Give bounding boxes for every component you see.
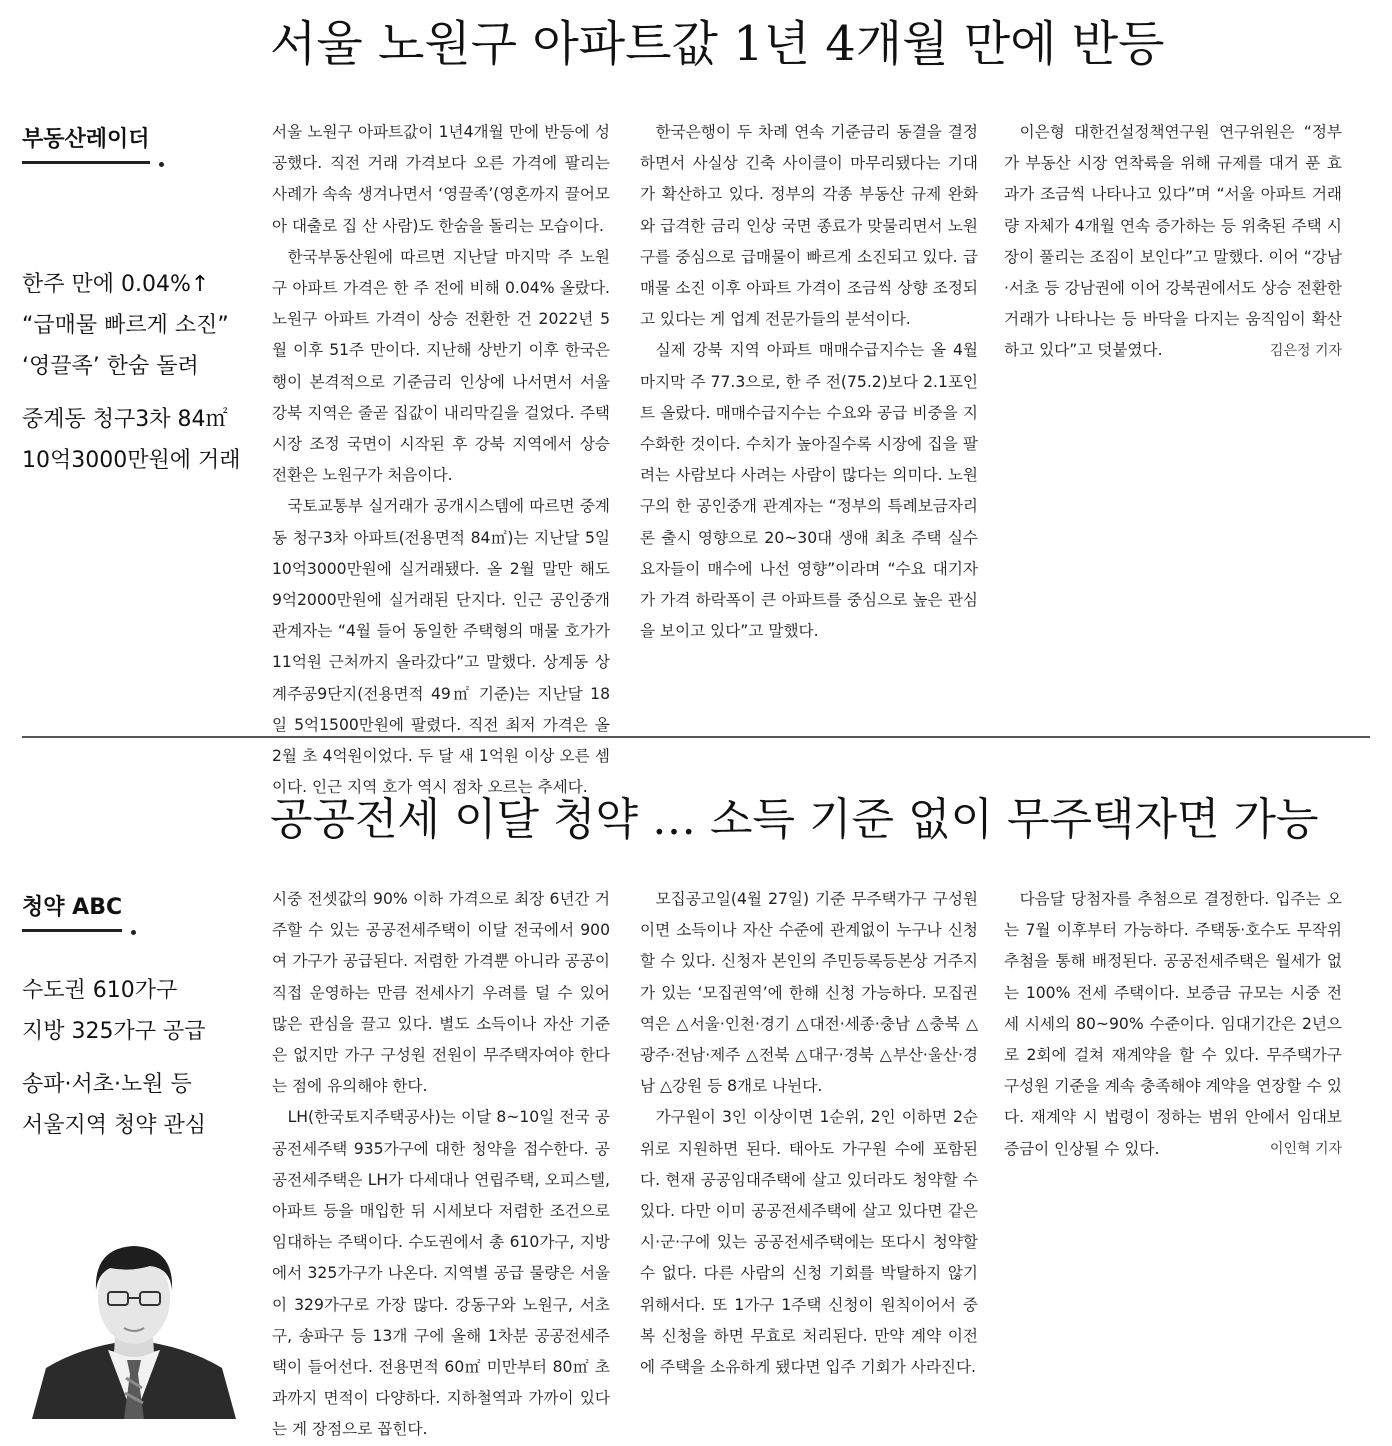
article1-column-1 xyxy=(272,117,610,797)
reporter-photo xyxy=(22,1228,246,1419)
article1-byline: 김은정 기자 xyxy=(1269,342,1342,359)
article1-column-2 xyxy=(640,117,978,707)
summary-line: 10억3000만원에 거래 xyxy=(22,448,241,473)
article2-byline: 이인혁 기자 xyxy=(1269,1140,1342,1157)
article1-paragraph: 한국은행이 두 차례 연속 기준금리 동결을 결정하면서 사실상 긴축 사이클이 마무리됐다는 기대가 확산하고 있다. 정부의 각종 부동산 규제 완화와 급격한 금리 인상 국면 종료가 맞물리면서 노원구를 중심으로 급매물이 빠르게 소진되고 있다. 급매물 소진 이후 아파트 가격이 조금씩 상향 조정되고 있다는 게 업계 전문가들의 분석이다. xyxy=(640,123,978,329)
summary-line: ‘영끌족’ 한숨 돌려 xyxy=(22,354,199,379)
article1-headline: 서울 노원구 아파트값 1년 4개월 만에 반등 xyxy=(270,16,1165,72)
summary-line: 중계동 청구3차 84㎡ xyxy=(22,407,228,432)
article1-section-label xyxy=(22,122,150,164)
article1-paragraph: 실제 강북 지역 아파트 매매수급지수는 올 4월 마지막 주 77.3으로, 한 주 전(75.2)보다 2.1포인트 올랐다. 매매수급지수는 수요와 공급 비중을 지수화한 것이다. 수치가 높아질수록 시장에 집을 팔려는 사람보다 사려는 사람이 많다는 의미다. 노원구의 한 공인중개 관계자는 “정부의 특례보금자리론 출시 영향으로 20~30대 생애 최초 주택 실수요자들이 매수에 나선 영향”이라며 “수요 대기자가 가격 하락폭이 큰 아파트를 중심으로 높은 관심을 보이고 있다”고 말했다. xyxy=(640,341,978,641)
summary-line: 송파·서초·노원 등 xyxy=(22,1072,192,1097)
article1-section-text: 부동산레이더 xyxy=(22,127,150,152)
summary-line: 서울지역 청약 관심 xyxy=(22,1113,207,1138)
summary-line: “급매물 빠르게 소진” xyxy=(22,313,229,338)
article2-paragraph: LH(한국토지주택공사)는 이달 8~10일 전국 공공전세주택 935가구에 대한 청약을 접수한다. 공공전세주택은 LH가 다세대나 연립주택, 오피스텔, 아파트 등을 매입한 뒤 시세보다 저렴한 조건으로 임대하는 주택이다. 수도권에서 총 610가구, 지방에서 325가구가 나온다. 지역별 공급 물량은 서울이 329가구로 가장 많다. 강동구와 노원구, 서초구, 송파구 등 13개 구에 올해 1차분 공공전세주택이 들어선다. 전용면적 60㎡ 미만부터 80㎡ 초과까지 면적이 다양하다. 지하철역과 가까이 있다는 게 장점으로 꼽힌다. xyxy=(272,1108,610,1439)
article1-column-3 xyxy=(1004,117,1342,707)
summary-line: 지방 325가구 공급 xyxy=(22,1019,206,1044)
article1-summary xyxy=(22,264,262,481)
article2-paragraph: 다음달 당첨자를 추첨으로 결정한다. 입주는 오는 7월 이후부터 가능하다. 주택동·호수도 무작위 추첨을 통해 배정된다. 공공전세주택은 월세가 없는 100% 전세 주택이다. 보증금 규모는 시중 전세 시세의 80~90% 수준이다. 임대기간은 2년으로 2회에 걸쳐 재계약을 할 수 있다. 무주택가구 구성원 기준을 계속 충족해야 계약을 연장할 수 있다. 재계약 시 법령이 정하는 범위 안에서 임대보증금이 인상될 수 있다. xyxy=(1004,890,1342,1158)
article2-paragraph: 가구원이 3인 이상이면 1순위, 2인 이하면 2순위로 지원하면 된다. 태아도 가구원 수에 포함된다. 현재 공공임대주택에 살고 있더라도 청약할 수 있다. 다만 이미 공공전세주택에 살고 있다면 같은 시·군·구에 있는 공공전세주택에는 또다시 청약할 수 없다. 다른 사람의 신청 기회를 박탈하지 않기 위해서다. 또 1가구 1주택 신청이 원칙이어서 중복 신청을 하면 무효로 처리된다. 만약 계약 이전에 주택을 소유하게 됐다면 입주 기회가 사라진다. xyxy=(640,1108,978,1377)
article2-headline: 공공전세 이달 청약 … 소득 기준 없이 무주택자면 가능 xyxy=(270,794,1319,845)
article1-paragraph: 한국부동산원에 따르면 지난달 마지막 주 노원구 아파트 가격은 한 주 전에 비해 0.04% 올랐다. 노원구 아파트 가격이 상승 전환한 건 2022년 5월 이후 51주 만이다. 지난해 상반기 이후 한국은행이 본격적으로 기준금리 인상에 나서면서 서울 강북 지역은 줄곧 집값이 내리막길을 걸었다. 주택 시장 조정 국면이 시작된 후 강북 지역에서 상승 전환은 노원구가 처음이다. xyxy=(272,247,610,485)
article2-column-1 xyxy=(272,884,610,1439)
article2-section-label xyxy=(22,890,122,932)
article2-paragraph: 시중 전셋값의 90% 이하 가격으로 최장 6년간 거주할 수 있는 공공전세주택이 이달 전국에서 900여 가구가 공급된다. 저렴한 가격뿐 아니라 공공이 직접 운영하는 만큼 전세사기 우려를 덜 수 있어 많은 관심을 끌고 있다. 별도 소득이나 자산 기준은 없지만 가구 구성원 전원이 무주택자여야 한다는 점에 유의해야 한다. xyxy=(272,890,610,1096)
article1-paragraph: 이은형 대한건설정책연구원 연구위원은 “정부가 부동산 시장 연착륙을 위해 규제를 대거 푼 효과가 조금씩 나타나고 있다”며 “서울 아파트 거래량 자체가 4개월 연속 증가하는 등 위축된 주택 시장이 풀리는 조짐이 보인다”고 말했다. 이어 “강남·서초 등 강남권에 이어 강북권에서도 상승 전환한 거래가 나타나는 등 바닥을 다지는 움직임이 확산하고 있다”고 덧붙였다. xyxy=(1004,123,1342,360)
article2-paragraph: 모집공고일(4월 27일) 기준 무주택가구 구성원이면 소득이나 자산 수준에 관계없이 누구나 신청할 수 있다. 신청자 본인의 주민등록등본상 거주지가 있는 ‘모집권역’에 한해 신청 가능하다. 모집권역은 △서울·인천·경기 △대전·세종·충남 △충북 △광주·전남·제주 △전북 △대구·경북 △부산·울산·경남 △강원 등 8개로 나뉜다. xyxy=(640,890,978,1096)
article2-summary xyxy=(22,970,262,1146)
article-divider xyxy=(22,736,1370,738)
article1-paragraph: 서울 노원구 아파트값이 1년4개월 만에 반등에 성공했다. 직전 거래 가격보다 오른 가격에 팔리는 사례가 속속 생겨나면서 ‘영끌족’(영혼까지 끌어모아 대출로 집 산 사람)도 한숨을 돌리는 모습이다. xyxy=(272,123,610,235)
article2-section-text: 청약 ABC xyxy=(22,895,123,920)
article2-column-3 xyxy=(1004,884,1342,1414)
section-dot-icon xyxy=(159,162,164,167)
section-dot-icon xyxy=(131,930,136,935)
reporter-portrait-icon xyxy=(22,1228,246,1419)
article1-paragraph: 국토교통부 실거래가 공개시스템에 따르면 중계동 청구3차 아파트(전용면적 84㎡)는 지난달 5일 10억3000만원에 실거래됐다. 올 2월 말만 해도 9억2000만원에 실거래된 단지다. 인근 공인중개 관계자는 “4월 들어 동일한 주택형의 매물 호가가 11억원 근처까지 올라갔다”고 말했다. 상계동 상계주공9단지(전용면적 49㎡ 기준)는 지난달 18일 5억1500만원에 팔렸다. 직전 최저 가격은 올 2월 초 4억원이었다. 두 달 새 1억원 이상 오른 셈이다. 인근 지역 호가 역시 점차 오르는 추세다. xyxy=(272,497,610,797)
summary-line: 수도권 610가구 xyxy=(22,978,178,1003)
article2-column-2 xyxy=(640,884,978,1414)
summary-line: 한주 만에 0.04%↑ xyxy=(22,272,210,297)
